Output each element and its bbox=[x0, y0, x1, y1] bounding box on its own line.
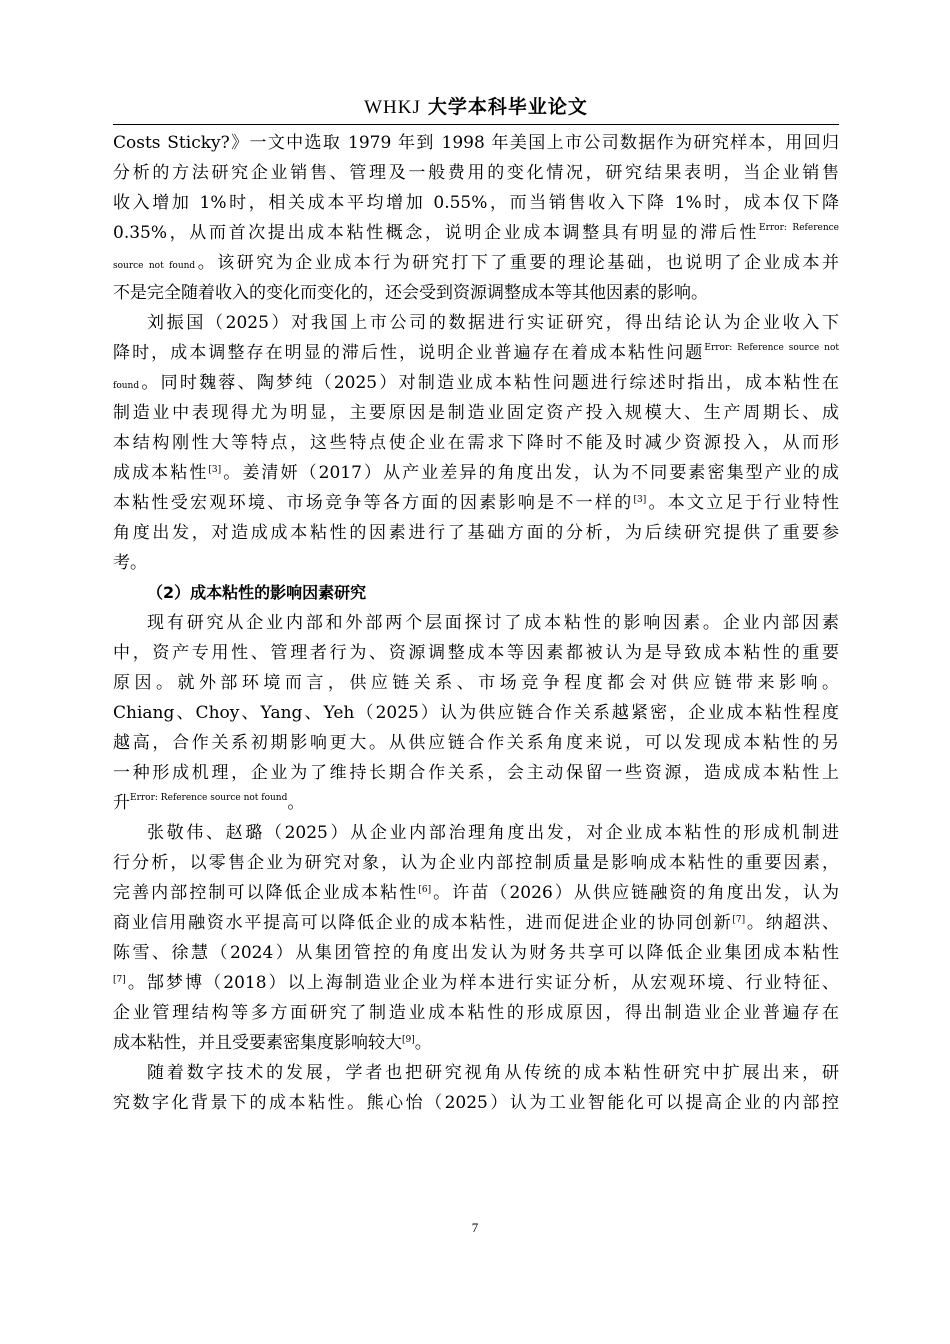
citation-marker: [6] bbox=[418, 885, 432, 895]
citation-marker: found bbox=[113, 381, 140, 391]
citation-marker: [9] bbox=[402, 1035, 415, 1045]
text-line: 考。 bbox=[113, 553, 147, 573]
text-line: 角度出发，对造成成本粘性的因素进行了基础方面的分析，为后续研究提供了重要参 bbox=[113, 523, 839, 543]
citation-marker: [7] bbox=[732, 915, 746, 925]
citation-marker: [7] bbox=[113, 975, 126, 985]
text-line: 商业信用融资水平提高可以降低企业的成本粘性，进而促进企业的协同创新[7]。纳超洪、 bbox=[113, 913, 839, 933]
text-line: Costs Sticky?》一文中选取 1979 年到 1998 年美国上市公司数据作为研究样本，用回归 bbox=[113, 133, 839, 153]
section-heading: （2）成本粘性的影响因素研究 bbox=[147, 583, 367, 602]
text-line: 刘振国（2025）对我国上市公司的数据进行实证研究，得出结论认为企业收入下 bbox=[147, 313, 839, 333]
citation-marker: [3] bbox=[633, 495, 647, 505]
citation-marker: Error: Reference source not bbox=[704, 343, 839, 353]
text-line: 一种形成机理，企业为了维持长期合作关系，会主动保留一些资源，造成成本粘性上 bbox=[113, 763, 839, 783]
text-line: 原因。就外部环境而言，供应链关系、市场竞争程度都会对供应链带来影响。 bbox=[113, 673, 839, 693]
text-line: 企业管理结构等多方面研究了制造业成本粘性的形成原因，得出制造业企业普遍存在 bbox=[113, 1003, 839, 1023]
page-number: 7 bbox=[471, 1220, 479, 1235]
text-line: 成本粘性，并且受要素密集度影响较大[9]。 bbox=[113, 1033, 432, 1053]
header-title: 大学本科毕业论文 bbox=[427, 96, 588, 118]
text-line: 本粘性受宏观环境、市场竞争等各方面的因素影响是不一样的[3]。本文立足于行业特性 bbox=[113, 493, 839, 513]
text-line: 降时，成本调整存在明显的滞后性，说明企业普遍存在着成本粘性问题$^{Error: Reference source not}$ bbox=[113, 343, 839, 363]
text-line: found。同时魏蓉、陶梦纯（2025）对制造业成本粘性问题进行综述时指出，成本粘性在 bbox=[113, 373, 839, 393]
citation-marker: Error: Reference bbox=[759, 223, 839, 233]
citation-marker: [3] bbox=[208, 465, 222, 475]
header-school-code: WHKJ bbox=[364, 97, 421, 118]
text-line: 不是完全随着收入的变化而变化的，还会受到资源调整成本等其他因素的影响。 bbox=[113, 283, 708, 303]
text-line: 随着数字技术的发展，学者也把研究视角从传统的成本粘性研究中扩展出来，研 bbox=[147, 1063, 839, 1083]
text-line: 越高，合作关系初期影响更大。从供应链合作关系角度来说，可以发现成本粘性的另 bbox=[113, 733, 839, 753]
text-line: 中，资产专用性、管理者行为、资源调整成本等因素都被认为是导致成本粘性的重要 bbox=[113, 643, 839, 663]
text-line: 张敬伟、赵璐（2025）从企业内部治理角度出发，对企业成本粘性的形成机制进 bbox=[147, 823, 839, 843]
text-line: 完善内部控制可以降低企业成本粘性[6]。许苗（2026）从供应链融资的角度出发，认为 bbox=[113, 883, 839, 903]
text-line: 制造业中表现得尤为明显，主要原因是制造业固定资产投入规模大、生产周期长、成 bbox=[113, 403, 839, 423]
text-line: Chiang、Choy、Yang、Yeh（2025）认为供应链合作关系越紧密，企业成本粘性程度 bbox=[113, 703, 839, 723]
text-line: 现有研究从企业内部和外部两个层面探讨了成本粘性的影响因素。企业内部因素 bbox=[147, 613, 839, 633]
text-line: 成成本粘性[3]。姜清妍（2017）从产业差异的角度出发，认为不同要素密集型产业的成 bbox=[113, 463, 839, 483]
text-line: [7]。郜梦博（2018）以上海制造业企业为样本进行实证分析，从宏观环境、行业特征、 bbox=[113, 973, 839, 993]
text-line: 0.35%，从而首次提出成本粘性概念，说明企业成本调整具有明显的滞后性$^{Error: Reference}$ bbox=[113, 223, 839, 243]
citation-marker: source not found bbox=[113, 261, 196, 271]
text-line: source not found。该研究为企业成本行为研究打下了重要的理论基础，也说明了企业成本并 bbox=[113, 253, 839, 273]
text-line: 分析的方法研究企业销售、管理及一般费用的变化情况，研究结果表明，当企业销售 bbox=[113, 163, 839, 183]
text-line: 收入增加 1%时，相关成本平均增加 0.55%，而当销售收入下降 1%时，成本仅下降 bbox=[113, 193, 839, 213]
text-line: 本结构刚性大等特点，这些特点使企业在需求下降时不能及时减少资源投入，从而形 bbox=[113, 433, 839, 453]
text-line: 升$^{Error: Reference source not found}$。 bbox=[113, 793, 305, 813]
text-line: 陈雪、徐慧（2024）从集团管控的角度出发认为财务共享可以降低企业集团成本粘性 bbox=[113, 943, 839, 963]
text-line: 行分析，以零售企业为研究对象，认为企业内部控制质量是影响成本粘性的重要因素， bbox=[113, 853, 839, 873]
body-text bbox=[113, 128, 839, 1118]
page-header bbox=[113, 94, 839, 125]
text-line: 究数字化背景下的成本粘性。熊心怡（2025）认为工业智能化可以提高企业的内部控 bbox=[113, 1093, 839, 1113]
citation-marker: Error: Reference source not found bbox=[130, 793, 288, 803]
